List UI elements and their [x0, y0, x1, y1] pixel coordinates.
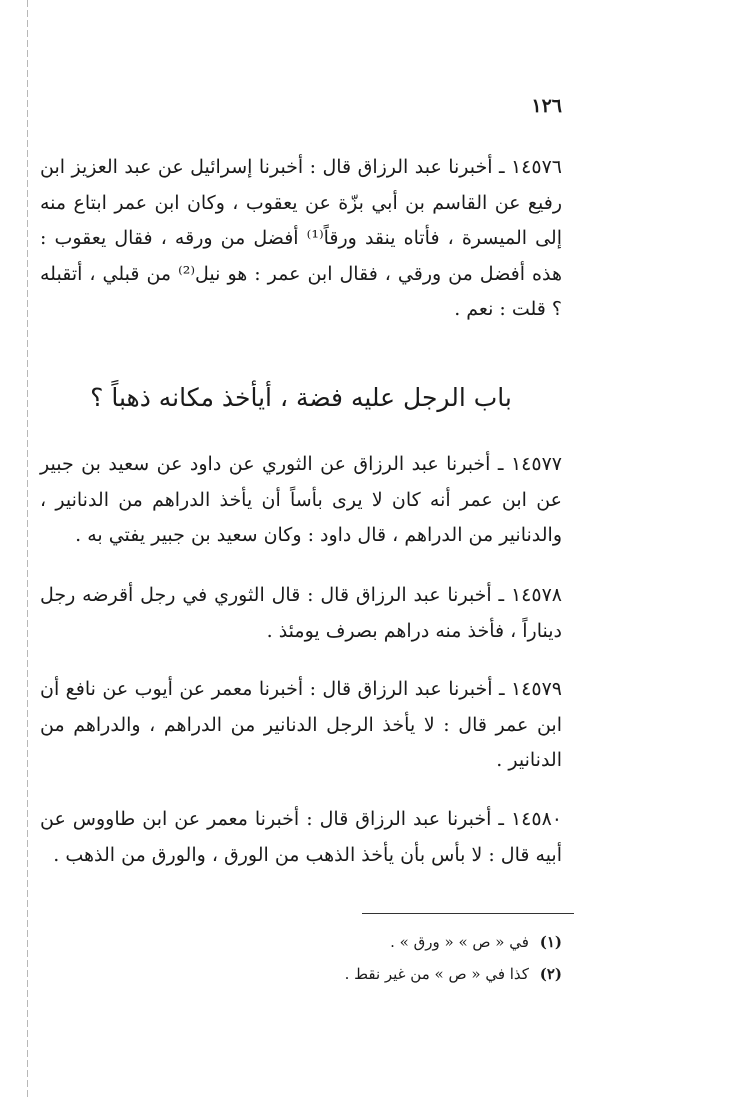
- footnotes: [300, 926, 562, 990]
- footnote-number: (١): [539, 933, 562, 951]
- hadith-14580: ١٤٥٨٠ ـ أخبرنا عبد الرزاق قال : أخبرنا معمر عن ابن طاووس عن أبيه قال : لا بأس بأن يأخذ الذهب من الورق ، والورق من الذهب .: [40, 808, 562, 866]
- hadith-14578: ١٤٥٧٨ ـ أخبرنا عبد الرزاق قال : قال الثوري في رجل أقرضه رجل ديناراً ، فأخذ منه دراهم بصرف يومئذ .: [40, 584, 562, 642]
- footnote-number: (٢): [539, 965, 562, 983]
- hadith-14577: ١٤٥٧٧ ـ أخبرنا عبد الرزاق عن الثوري عن داود عن سعيد بن جبير عن ابن عمر أنه كان لا يرى بأساً أن يأخذ الدراهم من الدنانير ، والدنانير من الدراهم ، قال داود : وكان سعيد بن جبير يفتي به .: [40, 453, 562, 546]
- footnote-1: [300, 926, 562, 958]
- hadith-14576: ١٤٥٧٦ ـ أخبرنا عبد الرزاق قال : أخبرنا إسرائيل عن عبد العزيز ابن رفيع عن القاسم بن أبي بزّة عن يعقوب ، وكان ابن عمر ابتاع منه إلى الميسرة ، فأتاه ينقد ورقاً⁽¹⁾ أفضل من ورقه ، فقال يعقوب : هذه أفضل من ورقي ، فقال ابن عمر : هو نيل⁽²⁾ من قبلي ، أتقبله ؟ قلت : نعم .: [40, 156, 562, 320]
- page-number: ١٢٦: [531, 95, 562, 117]
- footnote-text: كذا في « ص » من غير نقط .: [344, 965, 529, 983]
- footnote-text: في « ص » « ورق » .: [390, 933, 529, 951]
- hadith-14579: ١٤٥٧٩ ـ أخبرنا عبد الرزاق قال : أخبرنا معمر عن أيوب عن نافع أن ابن عمر قال : لا يأخذ الرجل الدنانير من الدراهم ، والدراهم من الدنانير .: [40, 678, 562, 771]
- margin-rule: [27, 0, 28, 1099]
- footnote-2: [300, 958, 562, 990]
- footnote-divider: [362, 913, 574, 914]
- chapter-title: باب الرجل عليه فضة ، أيأخذ مكانه ذهباً ؟: [90, 383, 512, 412]
